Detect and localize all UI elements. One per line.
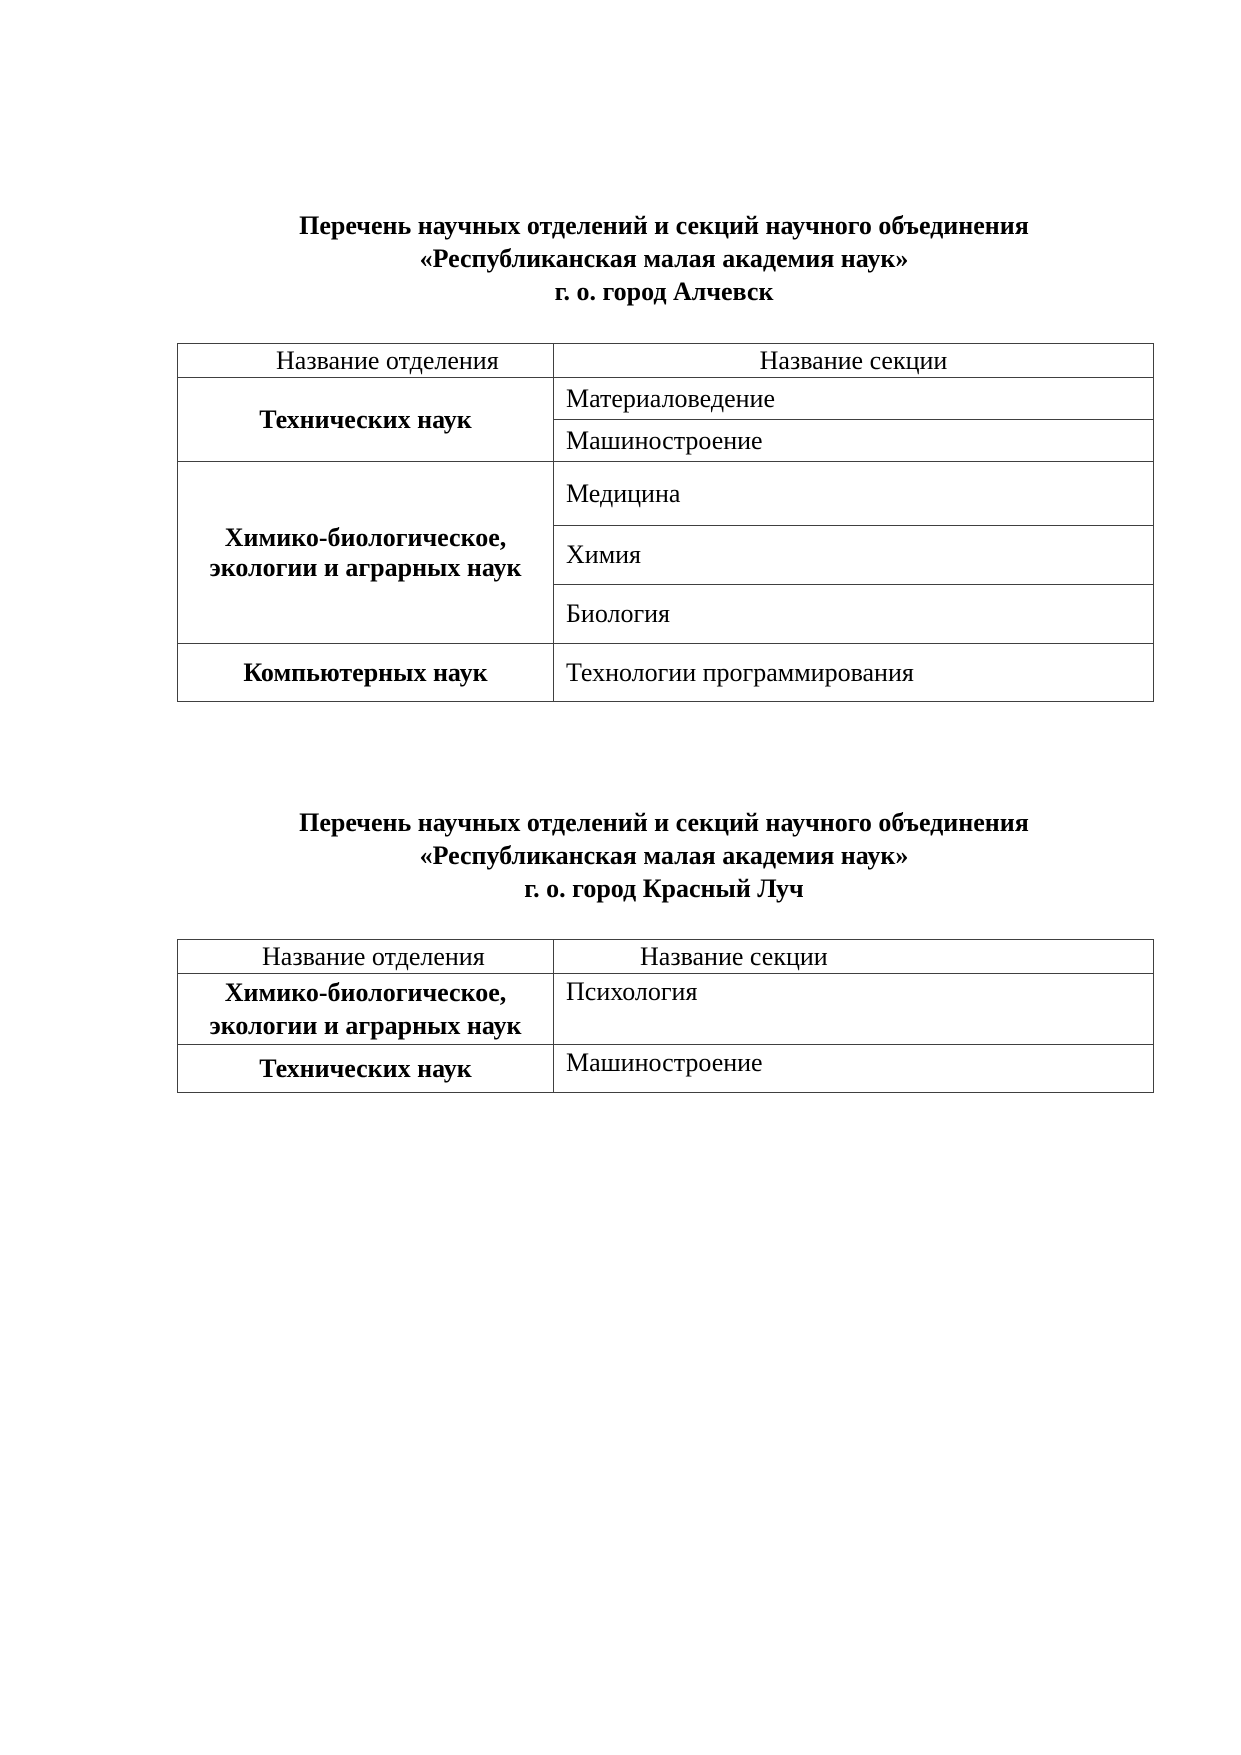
department-line: Химико-биологическое, — [224, 978, 507, 1007]
table-row — [178, 1045, 1154, 1093]
table-row — [178, 378, 1154, 420]
sections-table-krasny-luch — [177, 939, 1154, 1093]
column-header-department: Название отделения — [178, 940, 554, 974]
section-cell: Биология — [554, 585, 1154, 644]
title-line: Перечень научных отделений и секций научного объединения — [299, 211, 1029, 240]
title-line: Перечень научных отделений и секций научного объединения — [299, 808, 1029, 837]
document-title-alchevsk — [177, 209, 1151, 308]
section-cell: Машиностроение — [554, 420, 1154, 462]
title-line: «Республиканская малая академия наук» — [419, 244, 909, 273]
column-header-department: Название отделения — [178, 344, 554, 378]
section-cell: Материаловедение — [554, 378, 1154, 420]
title-line: «Республиканская малая академия наук» — [419, 841, 909, 870]
sections-table-alchevsk — [177, 343, 1154, 702]
table-header-row — [178, 940, 1154, 974]
department-cell — [178, 974, 554, 1045]
title-line: г. о. город Красный Луч — [524, 874, 804, 903]
table-header-row — [178, 344, 1154, 378]
section-cell: Машиностроение — [554, 1045, 1154, 1093]
table-row — [178, 644, 1154, 702]
column-header-section: Название секции — [554, 344, 1154, 378]
section-cell: Психология — [554, 974, 1154, 1045]
document-title-krasny-luch — [177, 806, 1151, 905]
section-cell: Технологии программирования — [554, 644, 1154, 702]
table-row — [178, 462, 1154, 526]
column-header-section: Название секции — [554, 940, 1154, 974]
department-cell: Химико-биологическое, экологии и аграрных наук — [178, 462, 554, 644]
table-row — [178, 974, 1154, 1045]
department-line: экологии и аграрных наук — [209, 1011, 522, 1040]
section-cell: Химия — [554, 526, 1154, 585]
section-cell: Медицина — [554, 462, 1154, 526]
department-cell: Технических наук — [178, 1045, 554, 1093]
department-cell: Технических наук — [178, 378, 554, 462]
department-cell: Компьютерных наук — [178, 644, 554, 702]
title-line: г. о. город Алчевск — [554, 277, 774, 306]
